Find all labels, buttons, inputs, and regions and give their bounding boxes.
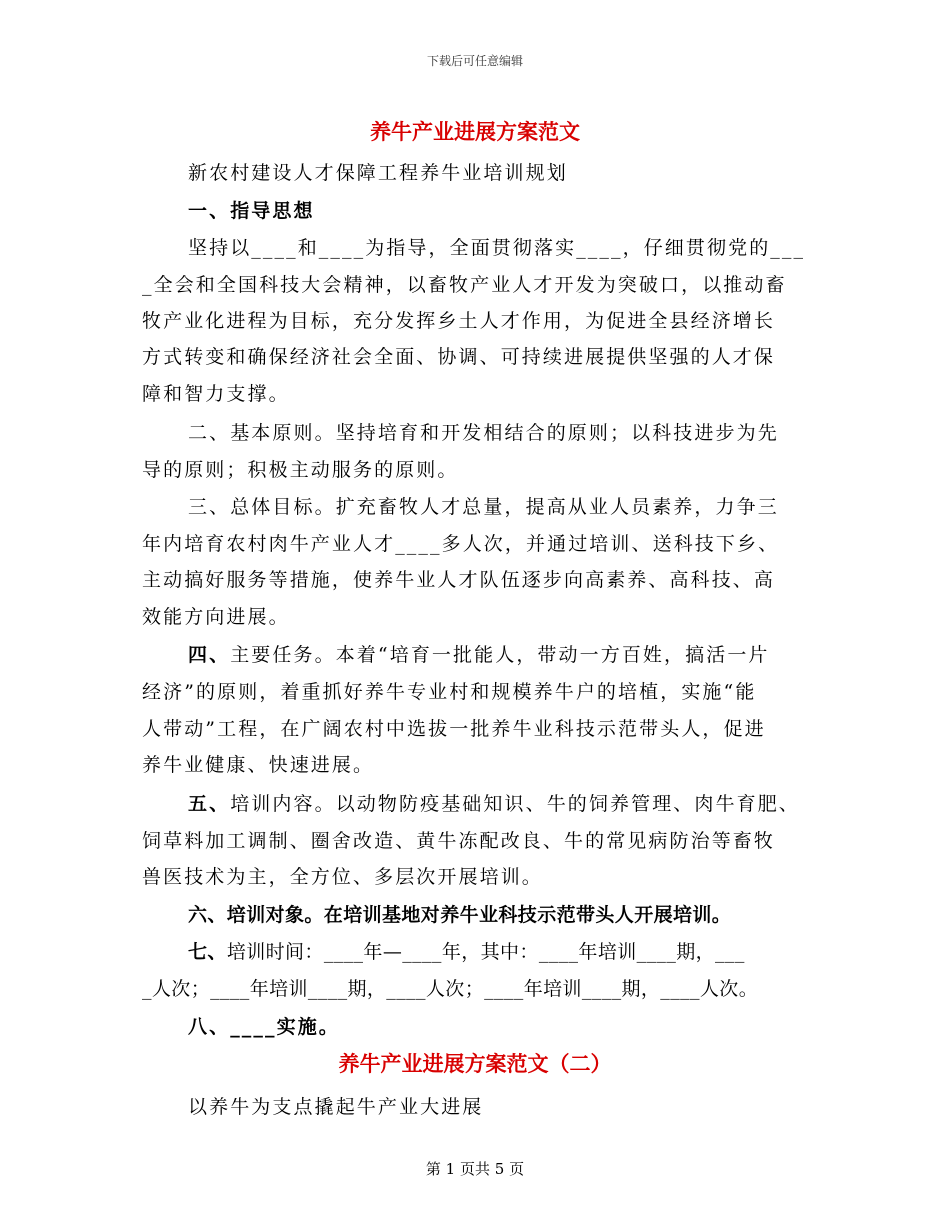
section-8-blank: ____ bbox=[230, 1016, 277, 1038]
section-5-line-2: 饲草料加工调制、圈舍改造、黄牛冻配改良、牛的常见病防治等畜牧 bbox=[142, 830, 776, 852]
section-1-line-5: 障和智力支撑。 bbox=[142, 383, 290, 405]
section-1-line-1: 坚持以____和____为指导，全面贯彻落实____，仔细贯彻党的___ bbox=[188, 237, 806, 259]
section-4-line-4: 养牛业健康、快速进展。 bbox=[142, 754, 375, 776]
section-1-line-3: 牧产业化进程为目标，充分发挥乡土人才作用，为促进全县经济增长 bbox=[142, 310, 776, 332]
section-5-line-1 bbox=[188, 789, 800, 816]
second-subtitle: 以养牛为支点撬起牛产业大进展 bbox=[188, 1096, 484, 1118]
section-7-line-1 bbox=[188, 937, 745, 964]
second-title: 养牛产业进展方案范文（二） bbox=[338, 1051, 612, 1076]
page-footer: 第 1 页共 5 页 bbox=[425, 1160, 525, 1178]
section-5-text: 培训内容。以动物防疫基础知识、牛的饲养管理、肉牛育肥、 bbox=[230, 793, 800, 815]
section-5-line-3: 兽医技术为主，全方位、多层次开展培训。 bbox=[142, 866, 543, 888]
subtitle: 新农村建设人才保障工程养牛业培训规划 bbox=[188, 162, 568, 184]
section-7-text: 培训时间：____年—____年，其中：____年培训____期，___ bbox=[226, 941, 745, 963]
section-1-line-2: _全会和全国科技大会精神，以畜牧产业人才开发为突破口，以推动畜 bbox=[142, 274, 787, 296]
section-5-number: 五、 bbox=[188, 793, 231, 815]
section-3-line-3: 主动搞好服务等措施，使养牛业人才队伍逐步向高素养、高科技、高 bbox=[142, 569, 776, 591]
section-1-line-4: 方式转变和确保经济社会全面、协调、可持续进展提供坚强的人才保 bbox=[142, 346, 776, 368]
section-8-number: 八、 bbox=[188, 1016, 231, 1038]
section-3-line-4: 效能方向进展。 bbox=[142, 606, 290, 628]
section-3-line-1: 三、总体目标。扩充畜牧人才总量，提高从业人员素养，力争三 bbox=[188, 496, 779, 518]
section-2-line-1: 二、基本原则。坚持培育和开发相结合的原则；以科技进步为先 bbox=[188, 422, 779, 444]
section-8-text: 实施。 bbox=[276, 1016, 340, 1038]
section-4-line-1 bbox=[188, 640, 770, 667]
section-7-number: 七、 bbox=[188, 941, 227, 963]
page-header: 下载后可任意编辑 bbox=[426, 54, 523, 68]
section-3-line-2: 年内培育农村肉牛产业人才____多人次，并通过培训、送科技下乡、 bbox=[142, 533, 780, 555]
section-4-line-3: 人带动”工程，在广阔农村中选拔一批养牛业科技示范带头人，促进 bbox=[142, 718, 766, 740]
section-2-line-2: 导的原则；积极主动服务的原则。 bbox=[142, 459, 459, 481]
section-4-line-2: 经济”的原则，着重抓好养牛专业村和规模养牛户的培植，实施“能 bbox=[142, 681, 757, 703]
section-6-line: 六、培训对象。在培训基地对养牛业科技示范带头人开展培训。 bbox=[188, 904, 732, 926]
document-title: 养牛产业进展方案范文 bbox=[370, 119, 580, 144]
section-7-line-2: _人次；____年培训____期，____人次；____年培训____期，____人次。 bbox=[142, 978, 759, 1000]
section-1-heading: 一、指导思想 bbox=[188, 200, 315, 222]
section-4-text: 主要任务。本着“培育一批能人，带动一方百姓，搞活一片 bbox=[230, 644, 770, 666]
section-4-number: 四、 bbox=[188, 644, 231, 666]
section-8-line bbox=[188, 1012, 340, 1039]
